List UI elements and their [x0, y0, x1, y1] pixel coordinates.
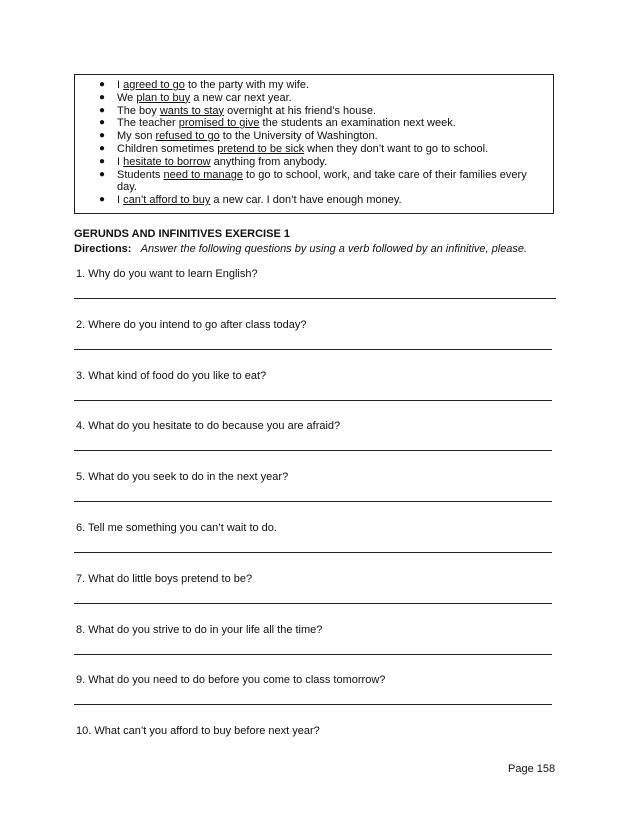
sentence-text: overnight at his friend’s house. [224, 104, 377, 117]
sentence-text: I [117, 155, 124, 168]
sentence-text: We [117, 91, 137, 104]
sentence-text: The teacher [117, 117, 179, 130]
answer-line[interactable] [74, 349, 552, 350]
bullet-icon: ● [99, 104, 106, 116]
example-sentence [89, 194, 543, 207]
sentence-text: The boy [117, 104, 160, 117]
sentence-text: to the University of Washington. [219, 130, 378, 143]
question-text: 2. Where do you intend to go after class today? [76, 318, 307, 331]
example-sentence [89, 79, 543, 92]
examples-list [75, 75, 553, 207]
bullet-icon: ● [99, 130, 106, 142]
underlined-phrase: refused to go [155, 130, 220, 143]
underlined-phrase: need to manage [163, 168, 243, 181]
answer-line[interactable] [74, 704, 552, 705]
underlined-phrase: agreed to go [123, 79, 185, 91]
answer-line[interactable] [74, 501, 552, 502]
example-sentence [89, 169, 543, 195]
sentence-text: My son [117, 130, 156, 143]
sentence-text: anything from anybody. [210, 155, 328, 168]
underlined-phrase: promised to give [178, 117, 260, 130]
example-sentence [89, 92, 543, 105]
page-number: Page 158 [508, 763, 556, 775]
answer-line[interactable] [74, 450, 552, 451]
bullet-icon: ● [99, 194, 106, 206]
sentence-text: Children sometimes [117, 142, 218, 155]
directions [74, 243, 574, 255]
exercise-heading: GERUNDS AND INFINITIVES EXERCISE 1 [74, 228, 290, 240]
question-text: 9. What do you need to do before you come to class tomorrow? [76, 674, 386, 687]
question-text: 10. What can’t you afford to buy before next year? [76, 725, 320, 738]
sentence-text: the students an examination next week. [259, 117, 456, 130]
examples-box [74, 74, 554, 214]
sentence-text: I [117, 79, 124, 91]
underlined-phrase: hesitate to borrow [123, 155, 211, 168]
example-sentence [89, 156, 543, 169]
question-text: 4. What do you hesitate to do because you are afraid? [76, 420, 341, 433]
underlined-phrase: wants to stay [159, 104, 225, 117]
bullet-icon: ● [99, 142, 106, 154]
underlined-phrase: plan to buy [136, 91, 191, 104]
answer-line[interactable] [74, 603, 552, 604]
question-text: 7. What do little boys pretend to be? [76, 572, 253, 585]
sentence-text: to go to school, work, and take care of their families every day. [117, 168, 527, 194]
sentence-text: to the party with my wife. [184, 79, 310, 91]
bullet-icon: ● [99, 91, 106, 103]
sentence-text: when they don’t want to go to school. [304, 142, 489, 155]
bullet-icon: ● [99, 79, 106, 90]
question-text: 3. What kind of food do you like to eat? [76, 369, 267, 382]
underlined-phrase: pretend to be sick [217, 142, 305, 155]
directions-label: Directions: [74, 243, 132, 255]
example-sentence [89, 117, 543, 130]
underlined-phrase: can’t afford to buy [123, 194, 211, 207]
question-text: 5. What do you seek to do in the next year? [76, 471, 289, 484]
question-text: 1. Why do you want to learn English? [76, 268, 258, 280]
sentence-text: a new car. I don’t have enough money. [210, 194, 402, 207]
bullet-icon: ● [99, 155, 106, 167]
question-text: 6. Tell me something you can’t wait to do. [76, 522, 277, 534]
directions-text: Answer the following questions by using a verb followed by an infinitive, please. [140, 243, 528, 255]
example-sentence [89, 143, 543, 156]
bullet-icon: ● [99, 117, 106, 129]
example-sentence [89, 105, 543, 118]
answer-line[interactable] [74, 298, 556, 299]
answer-line[interactable] [74, 552, 552, 553]
answer-line[interactable] [74, 400, 552, 401]
sentence-text: Students [117, 168, 164, 181]
sentence-text: a new car next year. [190, 91, 292, 104]
answer-line[interactable] [74, 654, 552, 655]
example-sentence [89, 130, 543, 143]
sentence-text: I [117, 194, 124, 207]
bullet-icon: ● [99, 168, 106, 180]
question-text: 8. What do you strive to do in your life all the time? [76, 623, 323, 636]
